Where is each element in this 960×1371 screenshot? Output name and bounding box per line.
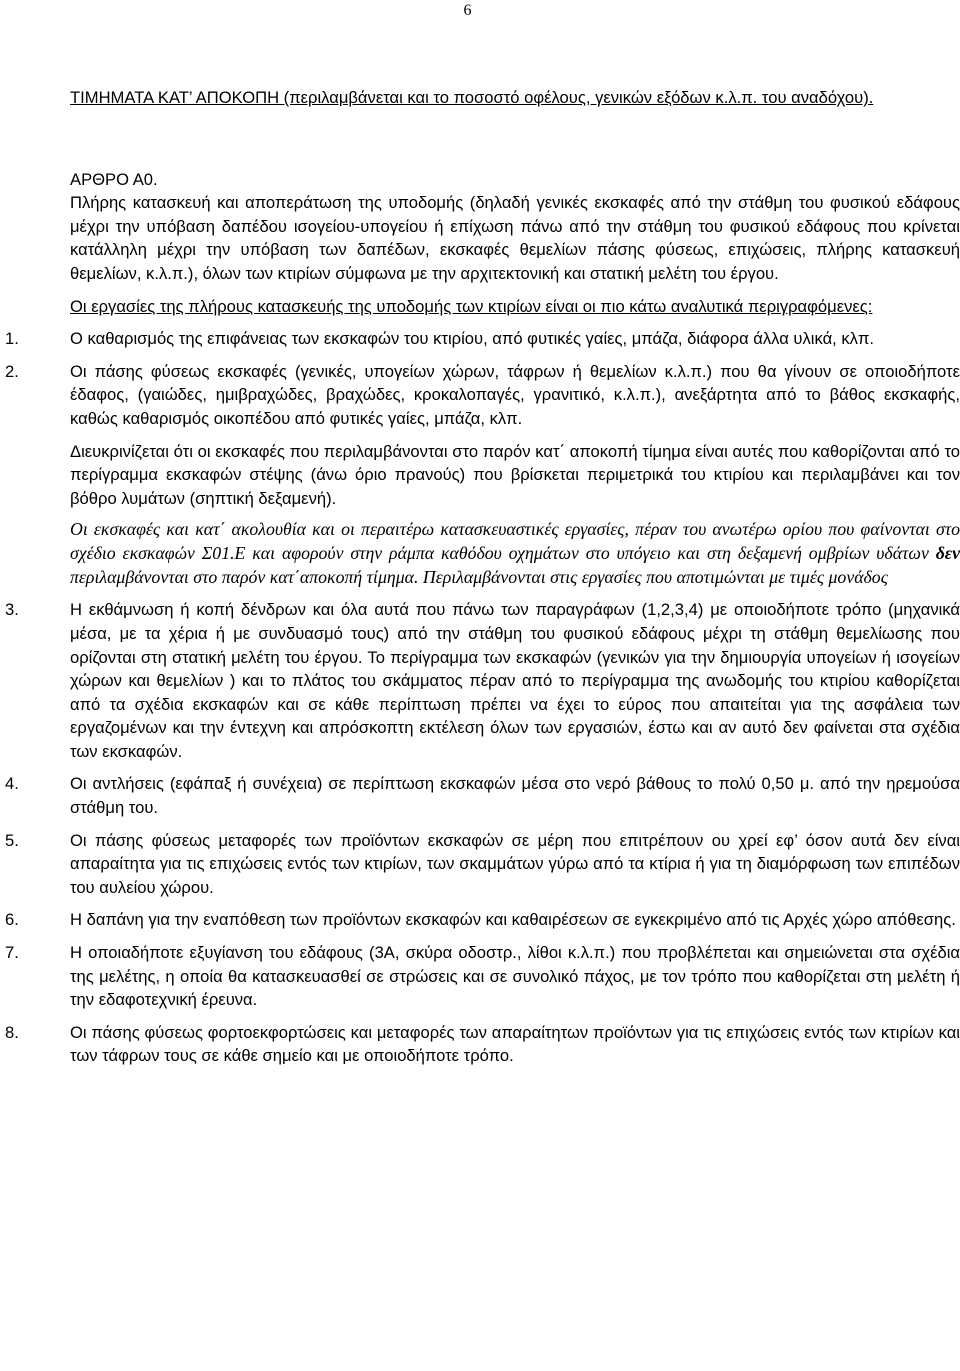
- list-item-text: Ο καθαρισμός της επιφάνειας των εκσκαφών του κτιρίου, από φυτικές γαίες, μπάζα, διάφορα άλλα υλικά, κλπ.: [70, 329, 875, 349]
- list-item-text: Οι πάσης φύσεως μεταφορές των προϊόντων εκσκαφών σε μέρη που επιτρέπουν ου χρεί εφ’ όσον αυτά δεν είναι απαραίτητα για τις επιχώσεις εντός των κτιρίων, των σκαμμάτων γύρω από τα κτίρια ή για τη διαμόρφωση των επιπέδων του αυλείου χώρου.: [70, 830, 960, 897]
- works-heading: Οι εργασίες της πλήρους κατασκευής της υποδομής των κτιρίων είναι οι πιο κάτω αναλυτικά περιγραφόμενες:: [70, 296, 873, 316]
- italic-note-bold: δεν: [935, 543, 960, 564]
- intro-paragraph: Πλήρης κατασκευή και αποπεράτωση της υποδομής (δηλαδή γενικές εκσκαφές από την στάθμη του φυσικού εδάφους μέχρι την υπόβαση δαπέδου ισογείου-υπογείου ή επίχωση πάνω από την στάθμη του φυσικού εδάφους που κρίνεται κατάλληλη μέχρι την υπόβαση των δαπέδων, εκσκαφές θεμελίων πάσης φύσεως, επιχώσεις, πλήρης κατασκευή θεμελίων, κ.λ.π.), όλων των κτιρίων σύμφωνα με την αρχιτεκτονική και στατική μελέτη του έργου.: [70, 193, 960, 283]
- list-item-number: 5.: [5, 830, 19, 850]
- clarification-paragraph: Διευκρινίζεται ότι οι εκσκαφές που περιλαμβάνονται στο παρόν κατ΄ αποκοπή τίμημα είναι αυτές που καθορίζονται από το περίγραμμα εκσκαφών στέψης (άνω όριο πρανούς) που βρίσκεται περιμετρικά του κτιρίου και περιλαμβάνει και τον βόθρο λυμάτων (σηπτική δεξαμενή).: [70, 441, 960, 508]
- list-item-number: 4.: [5, 774, 19, 794]
- list-item: [5, 941, 960, 1012]
- list-item-text: Η εκθάμνωση ή κοπή δένδρων και όλα αυτά που πάνω των παραγράφων (1,2,3,4) με οποιοδήποτε τρόπο (μηχανικά μέσα, με τα χέρια ή με συνδυασμό τους) από την στάθμη του φυσικού εδάφους μέχρι τη στάθμη θεμελίωσης που ορίζονται στη στατική μελέτη του έργου. Το περίγραμμα των εκσκαφών (γενικών για την δημιουργία υπογείων ή ισογείων χώρων και θεμελίων ) και το πλάτος του σκάμματος πέραν από το περίγραμμα της ανωδομής του κτιρίου καθορίζεται από τα σχέδια εκσκαφών και σε κάθε περίπτωση πρέπει να έχει το εύρος που απαιτείται για της ασφάλεια των εργαζομένων και την έντεχνη και απρόσκοπτη εκτέλεση όλων των εργασιών, έστω και αν αυτό δεν φαίνεται στα σχέδια των εκσκαφών.: [70, 600, 960, 761]
- list-item-number: 8.: [5, 1022, 19, 1042]
- list-item: [5, 908, 960, 932]
- list-item: [5, 829, 960, 900]
- list-item-text: Οι πάσης φύσεως φορτοεκφορτώσεις και μεταφορές των απαραίτητων προϊόντων για τις επιχώσεις εντός των κτιρίων και των τάφρων τους σε κάθε σημείο και με οποιοδήποτε τρόπο.: [70, 1022, 960, 1066]
- list-item: [5, 598, 960, 763]
- italic-note: [70, 517, 960, 589]
- list-item-text: Η δαπάνη για την εναπόθεση των προϊόντων εκσκαφών και καθαιρέσεων σε εγκεκριμένο από τις Αρχές χώρο απόθεσης.: [70, 910, 956, 930]
- italic-note-text: Οι εκσκαφές και κατ΄ ακολουθία και οι περαιτέρω κατασκευαστικές εργασίες, πέραν του ανωτέρω ορίου που φαίνονται στο σχέδιο εκσκαφών Σ01.Ε και αφορούν στην ράμπα καθόδου οχημάτων στο υπόγειο και στη δεξαμενή ομβρίων υδάτων: [70, 519, 960, 564]
- document-body: [5, 86, 960, 1068]
- list-item: [5, 772, 960, 819]
- article-heading: ΑΡΘΡΟ Α0.: [70, 169, 158, 189]
- list-item-number: 1.: [5, 329, 19, 349]
- list-item: [5, 1021, 960, 1068]
- section-heading: ΤΙΜΗΜΑΤΑ ΚΑΤ’ ΑΠΟΚΟΠΗ (περιλαμβάνεται και το ποσοστό οφέλους, γενικών εξόδων κ.λ.π. του αναδόχου).: [70, 88, 874, 107]
- list-item: [5, 327, 960, 351]
- list-item-number: 2.: [5, 361, 19, 381]
- list-item-text: Η οποιαδήποτε εξυγίανση του εδάφους (3Α, σκύρα οδοστρ., λίθοι κ.λ.π.) που προβλέπεται και σημειώνεται στα σχέδια της μελέτης, η οποία θα κατασκευασθεί σε στρώσεις και σε συνολικό πάχος, με τον τρόπο που καθορίζεται στη μελέτη ή την εδαφοτεχνική έρευνα.: [70, 943, 960, 1010]
- list-item-text: Οι πάσης φύσεως εκσκαφές (γενικές, υπογείων χώρων, τάφρων ή θεμελίων κ.λ.π.) που θα γίνουν σε οποιοδήποτε έδαφος, (γαιώδες, ημιβραχώδες, βραχώδες, κροκαλοπαγές, γρανιτικό, κ.λ.π.), ανεξάρτητα από το βάθος εκσκαφής, καθώς καθαρισμός οικοπέδου από φυτικές γαίες, μπάζα, κλπ.: [70, 361, 960, 428]
- italic-note-text-end: περιλαμβάνονται στο παρόν κατ΄αποκοπή τίμημα. Περιλαμβάνονται στις εργασίες που αποτιμώνται με τιμές μονάδος: [70, 567, 888, 588]
- list-item-number: 3.: [5, 600, 19, 620]
- list-item: [5, 360, 960, 431]
- page-number: 6: [463, 2, 472, 19]
- list-item-number: 7.: [5, 943, 19, 963]
- list-item-number: 6.: [5, 910, 19, 930]
- list-item-text: Οι αντλήσεις (εφάπαξ ή συνέχεια) σε περίπτωση εκσκαφών μέσα στο νερό βάθους το πολύ 0,50 μ. από την ηρεμούσα στάθμη του.: [70, 774, 960, 818]
